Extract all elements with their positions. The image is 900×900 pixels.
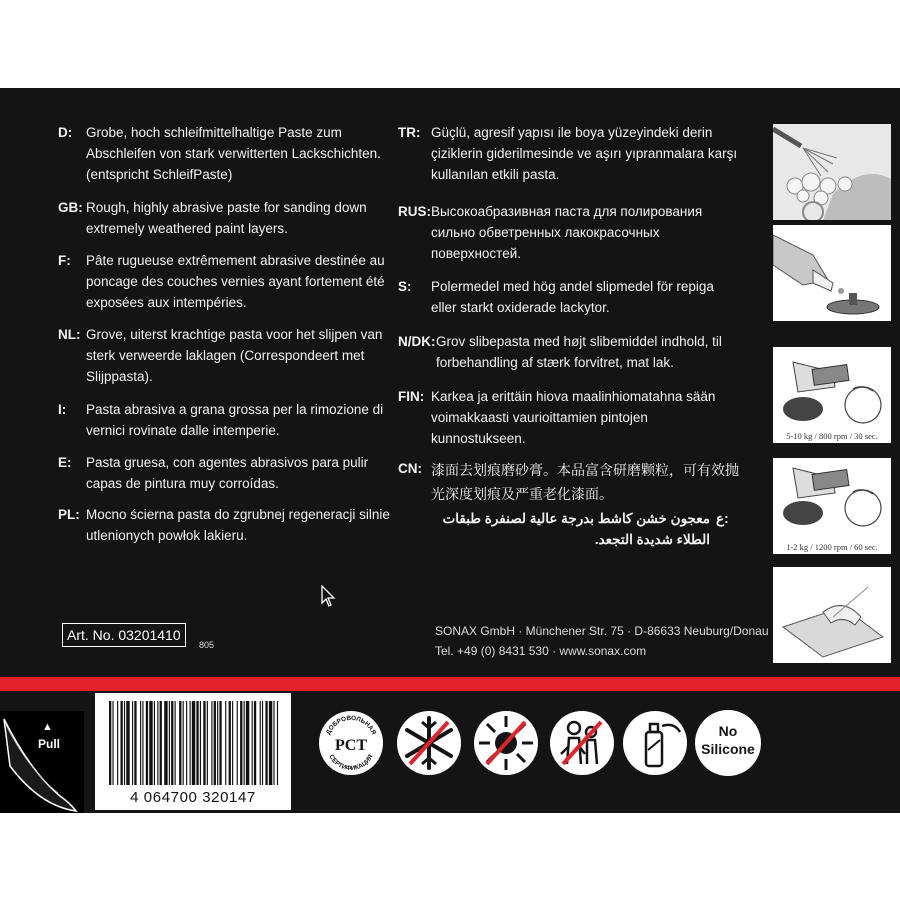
keep-away-children-icon xyxy=(549,710,615,776)
barcode-bar xyxy=(240,701,242,785)
barcode-bar xyxy=(121,701,123,785)
barcode-bar xyxy=(260,701,261,785)
lang-entry-cn xyxy=(398,458,743,506)
lang-text: Grove, uiterst krachtige pasta voor het slijpen van sterk verweerde laklagen (Correspondeert met Slijppasta). xyxy=(86,327,383,384)
barcode-bar xyxy=(196,701,198,785)
barcode-bar xyxy=(265,701,267,785)
barcode-bar xyxy=(262,701,263,785)
barcode-bar xyxy=(252,701,253,785)
barcode-bar xyxy=(134,701,136,785)
lang-code: PL: xyxy=(58,507,80,522)
lang-code: NL: xyxy=(58,327,81,342)
lang-text: Mocno ścierna pasta do zgrubnej regeneracji silnie utlenionych powłok lakieru. xyxy=(86,507,390,543)
barcode-bar xyxy=(211,701,212,785)
lang-code: ع: xyxy=(716,511,729,526)
no-children-symbol xyxy=(549,710,615,776)
lang-text: Grobe, hoch schleifmittelhaltige Paste zum Abschleifen von stark verwitterten Lackschichten. (entspricht SchleifPaste) xyxy=(86,125,381,182)
no-silicone-line2: Silicone xyxy=(701,741,755,757)
barcode-bar xyxy=(160,701,162,785)
product-label xyxy=(0,88,900,813)
lang-text: معجون خشن كاشط بدرجة عالية لصنفرة طبقات الطلاء شديدة التجعد. xyxy=(442,511,710,547)
barcode-bar xyxy=(277,701,278,785)
barcode-bar xyxy=(183,701,184,785)
no-silicone-badge xyxy=(695,710,761,776)
lang-text: Pasta abrasiva a grana grossa per la rimozione di vernici rovinate dalle intemperie. xyxy=(86,402,384,438)
barcode-bar xyxy=(217,701,218,785)
certification-mark xyxy=(318,710,384,776)
lang-code: FIN: xyxy=(398,389,425,404)
barcode-bar xyxy=(229,701,231,785)
lang-code: RUS: xyxy=(398,204,431,219)
barcode-bars xyxy=(95,699,291,789)
barcode-bar xyxy=(117,701,118,785)
barcode-bar xyxy=(246,701,249,785)
barcode-bar xyxy=(219,701,221,785)
barcode-bar xyxy=(112,701,113,785)
barcode-bar xyxy=(244,701,245,785)
barcode-bar xyxy=(149,701,152,785)
pull-label: Pull xyxy=(38,737,61,751)
lang-entry-es xyxy=(58,452,393,494)
step-caption: 5-10 kg / 800 rpm / 30 sec. xyxy=(786,431,878,441)
lang-text: Karkea ja erittäin hiova maalinhiomatahna sään voimakkaasti vaurioittamien pintojen kunnostukseen. xyxy=(431,389,716,446)
company-address: SONAX GmbH · Münchener Str. 75 · D-86633 Neuburg/Donau xyxy=(435,624,769,638)
cloth-wipe-icon xyxy=(773,567,891,663)
barcode-bar xyxy=(142,701,143,785)
barcode-bar xyxy=(140,701,141,785)
lang-entry-ru xyxy=(398,201,718,264)
barcode-bar xyxy=(192,701,195,785)
lang-text: Pasta gruesa, con agentes abrasivos para pulir capas de pintura muy corroídas. xyxy=(86,455,369,491)
barcode-bar xyxy=(132,701,133,785)
lang-entry-ndk xyxy=(398,331,738,373)
barcode xyxy=(95,693,291,810)
barcode-bar xyxy=(190,701,191,785)
lang-entry-it xyxy=(58,399,393,441)
no-sun-symbol xyxy=(473,710,539,776)
barcode-bar xyxy=(232,701,233,785)
polisher-icon xyxy=(773,458,891,554)
lang-entry-de xyxy=(58,122,393,185)
lang-text: 漆面去划痕磨砂膏。本品富含研磨颗粒，可有效抛光深度划痕及严重老化漆面。 xyxy=(431,462,739,502)
lang-text: Pâte rugueuse extrêmement abrasive destinée au poncage des couches vernies ayant fortement été exposées aux intempéries. xyxy=(86,253,385,310)
barcode-bar xyxy=(175,701,176,785)
lang-entry-se xyxy=(398,276,738,318)
barcode-bar xyxy=(203,701,205,785)
step-wipe-thumbnail xyxy=(773,567,891,663)
lang-entry-nl xyxy=(58,324,393,387)
barcode-bar xyxy=(179,701,181,785)
lang-code: S: xyxy=(398,279,412,294)
lang-text: Высокоабразивная паста для полирования сильно обветренных лакокрасочных поверхностей. xyxy=(431,204,703,261)
cert-text-top: ДОБРОВОЛЬНАЯ xyxy=(324,714,378,736)
lang-text: Güçlü, agresif yapısı ile boya yüzeyindeki derin çiziklerin giderilmesinde ve aşırı yıpranmalara karşı kullanılan etkili pasta. xyxy=(431,125,738,182)
cert-text-bottom: СЕРТИФИКАЦИЯ xyxy=(327,753,375,773)
aerosol-symbol xyxy=(622,710,688,776)
lang-code: D: xyxy=(58,125,73,140)
no-frost-icon xyxy=(396,710,462,776)
rst-certification-icon xyxy=(318,710,384,776)
barcode-bar xyxy=(237,701,238,785)
barcode-bar xyxy=(171,701,173,785)
lang-code: TR: xyxy=(398,125,421,140)
spray-wash-icon xyxy=(773,124,891,220)
lang-code: F: xyxy=(58,253,71,268)
barcode-bar xyxy=(273,701,274,785)
barcode-bar xyxy=(254,701,256,785)
article-ref: 805 xyxy=(199,640,215,650)
step-wash-thumbnail xyxy=(773,124,891,220)
lang-text: Rough, highly abrasive paste for sanding down extremely weathered paint layers. xyxy=(86,200,367,236)
cert-mark: PCT xyxy=(335,737,367,754)
polisher-icon xyxy=(773,347,891,443)
no-silicone-line1: No xyxy=(718,723,738,739)
lang-code: CN: xyxy=(398,461,422,476)
barcode-bar xyxy=(169,701,170,785)
barcode-bar xyxy=(164,701,167,785)
lang-text: Grov slibepasta med højt slibemiddel indhold, til forbehandling af stærk forvitret, mat lak. xyxy=(436,334,722,370)
barcode-bar xyxy=(200,701,201,785)
barcode-bar xyxy=(207,701,208,785)
arrow-up-icon: ▲ xyxy=(42,721,53,733)
barcode-bar xyxy=(269,701,272,785)
lang-entry-pl xyxy=(58,504,393,546)
lang-code: E: xyxy=(58,455,72,470)
no-sunlight-icon xyxy=(473,710,539,776)
pull-tab[interactable] xyxy=(0,711,84,813)
lang-text: Polermedel med hög andel slipmedel för repiga eller starkt oxiderade lackytor. xyxy=(431,279,714,315)
lang-entry-gb xyxy=(58,197,373,239)
barcode-bar xyxy=(225,701,226,785)
article-number: Art. No. 03201410 xyxy=(62,623,186,647)
barcode-bar xyxy=(146,701,148,785)
barcode-bar xyxy=(124,701,125,785)
lang-entry-ar xyxy=(398,508,738,550)
barcode-bar xyxy=(157,701,158,785)
step-apply-thumbnail xyxy=(773,225,891,321)
lang-code: N/DK: xyxy=(398,334,436,349)
lang-entry-fi xyxy=(398,386,728,449)
lang-code: GB: xyxy=(58,200,83,215)
no-freeze-symbol xyxy=(396,710,462,776)
apply-paste-icon xyxy=(773,225,891,321)
step-polish-1-thumbnail xyxy=(773,347,891,443)
mouse-cursor-icon xyxy=(321,585,337,609)
barcode-bar xyxy=(126,701,129,785)
lang-code: I: xyxy=(58,402,67,417)
company-info xyxy=(435,621,769,661)
barcode-bar xyxy=(154,701,155,785)
barcode-bar xyxy=(186,701,187,785)
step-polish-2-thumbnail xyxy=(773,458,891,554)
step-caption: 1-2 kg / 1200 rpm / 60 sec. xyxy=(786,542,878,552)
barcode-number: 4 064700 320147 xyxy=(130,789,256,806)
company-contact: Tel. +49 (0) 8431 530 · www.sonax.com xyxy=(435,644,647,658)
barcode-bar xyxy=(109,701,111,785)
barcode-bar xyxy=(214,701,216,785)
lang-entry-tr xyxy=(398,122,738,185)
lang-entry-fr xyxy=(58,250,393,313)
spray-bottle-icon xyxy=(622,710,688,776)
red-stripe xyxy=(0,677,900,691)
